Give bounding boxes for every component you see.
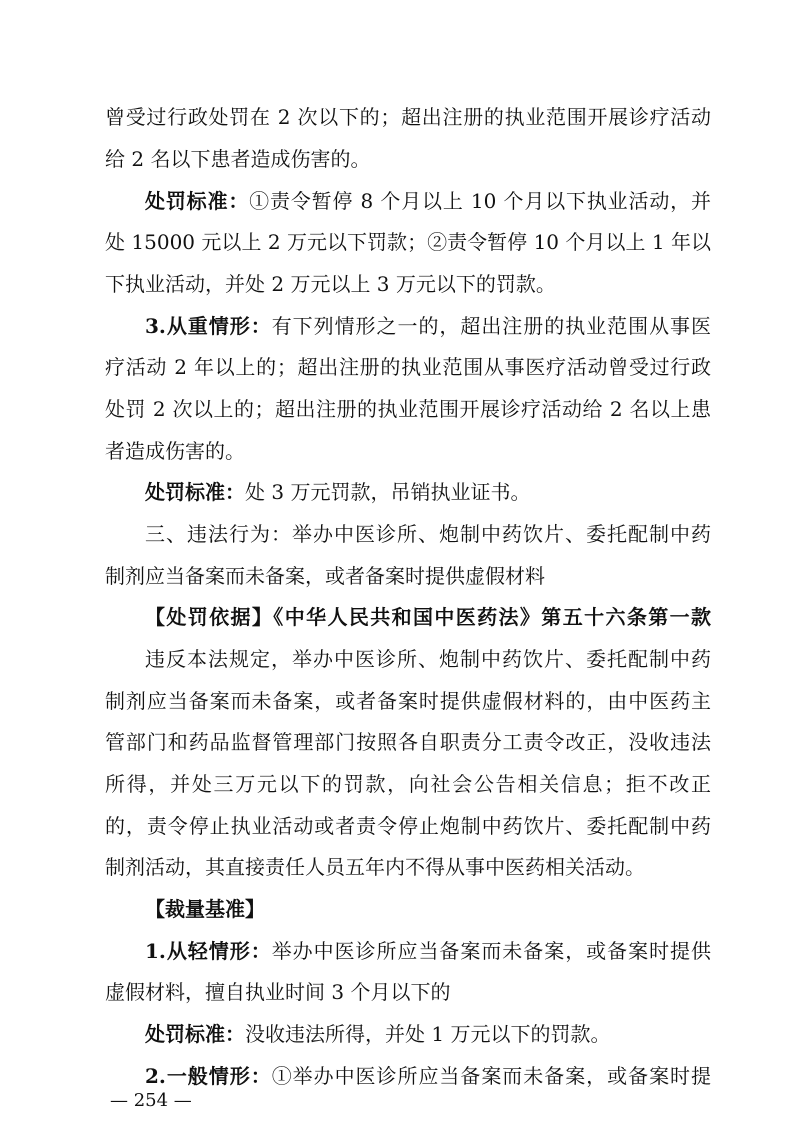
text-line: 的，责令停止执业活动或者责令停止炮制中药饮片、委托配制中药 xyxy=(105,814,711,838)
text-line: 制剂应当备案而未备案，或者备案时提供虚假材料的，由中医药主 xyxy=(105,689,711,713)
text-line: 制剂应当备案而未备案，或者备案时提供虚假材料 xyxy=(105,564,545,588)
text-line: 处罚标准：处 3 万元罚款，吊销执业证书。 xyxy=(145,480,531,504)
text-line: 管部门和药品监督管理部门按照各自职责分工责令改正，没收违法 xyxy=(105,730,711,754)
text-line: 处 15000 元以上 2 万元以下罚款；②责令暂停 10 个月以上 1 年以 xyxy=(105,230,711,254)
text-line: 下执业活动，并处 2 万元以上 3 万元以下的罚款。 xyxy=(105,272,556,296)
text-line: 制剂活动，其直接责任人员五年内不得从事中医药相关活动。 xyxy=(105,855,645,879)
section-heading: 【裁量基准】 xyxy=(145,897,265,921)
text-line: 曾受过行政处罚在 2 次以下的；超出注册的执业范围开展诊疗活动 xyxy=(105,105,711,129)
text-line: 者造成伤害的。 xyxy=(105,439,245,463)
text-line: 2.一般情形：①举办中医诊所应当备案而未备案，或备案时提 xyxy=(145,1064,711,1088)
text-line: 处罚标准：①责令暂停 8 个月以上 10 个月以下执业活动，并 xyxy=(145,189,711,213)
text-line: 处罚 2 次以上的；超出注册的执业范围开展诊疗活动给 2 名以上患 xyxy=(105,397,711,421)
text-line: 给 2 名以下患者造成伤害的。 xyxy=(105,147,371,171)
text-line: 疗活动 2 年以上的；超出注册的执业范围从事医疗活动曾受过行政 xyxy=(105,355,711,379)
text-line: 违反本法规定，举办中医诊所、炮制中药饮片、委托配制中药 xyxy=(145,647,711,671)
text-line: 所得，并处三万元以下的罚款，向社会公告相关信息；拒不改正 xyxy=(105,772,711,796)
text-line: 1.从轻情形：举办中医诊所应当备案而未备案，或备案时提供 xyxy=(145,939,711,963)
page-number: — 254 — xyxy=(110,1090,192,1111)
text-line: 处罚标准：没收违法所得，并处 1 万元以下的罚款。 xyxy=(145,1022,611,1046)
section-heading: 【处罚依据】《中华人民共和国中医药法》第五十六条第一款 xyxy=(145,605,711,629)
text-line: 虚假材料，擅自执业时间 3 个月以下的 xyxy=(105,980,451,1004)
text-line: 三、违法行为：举办中医诊所、炮制中药饮片、委托配制中药 xyxy=(145,522,711,546)
text-line: 3.从重情形：有下列情形之一的，超出注册的执业范围从事医 xyxy=(145,314,711,338)
